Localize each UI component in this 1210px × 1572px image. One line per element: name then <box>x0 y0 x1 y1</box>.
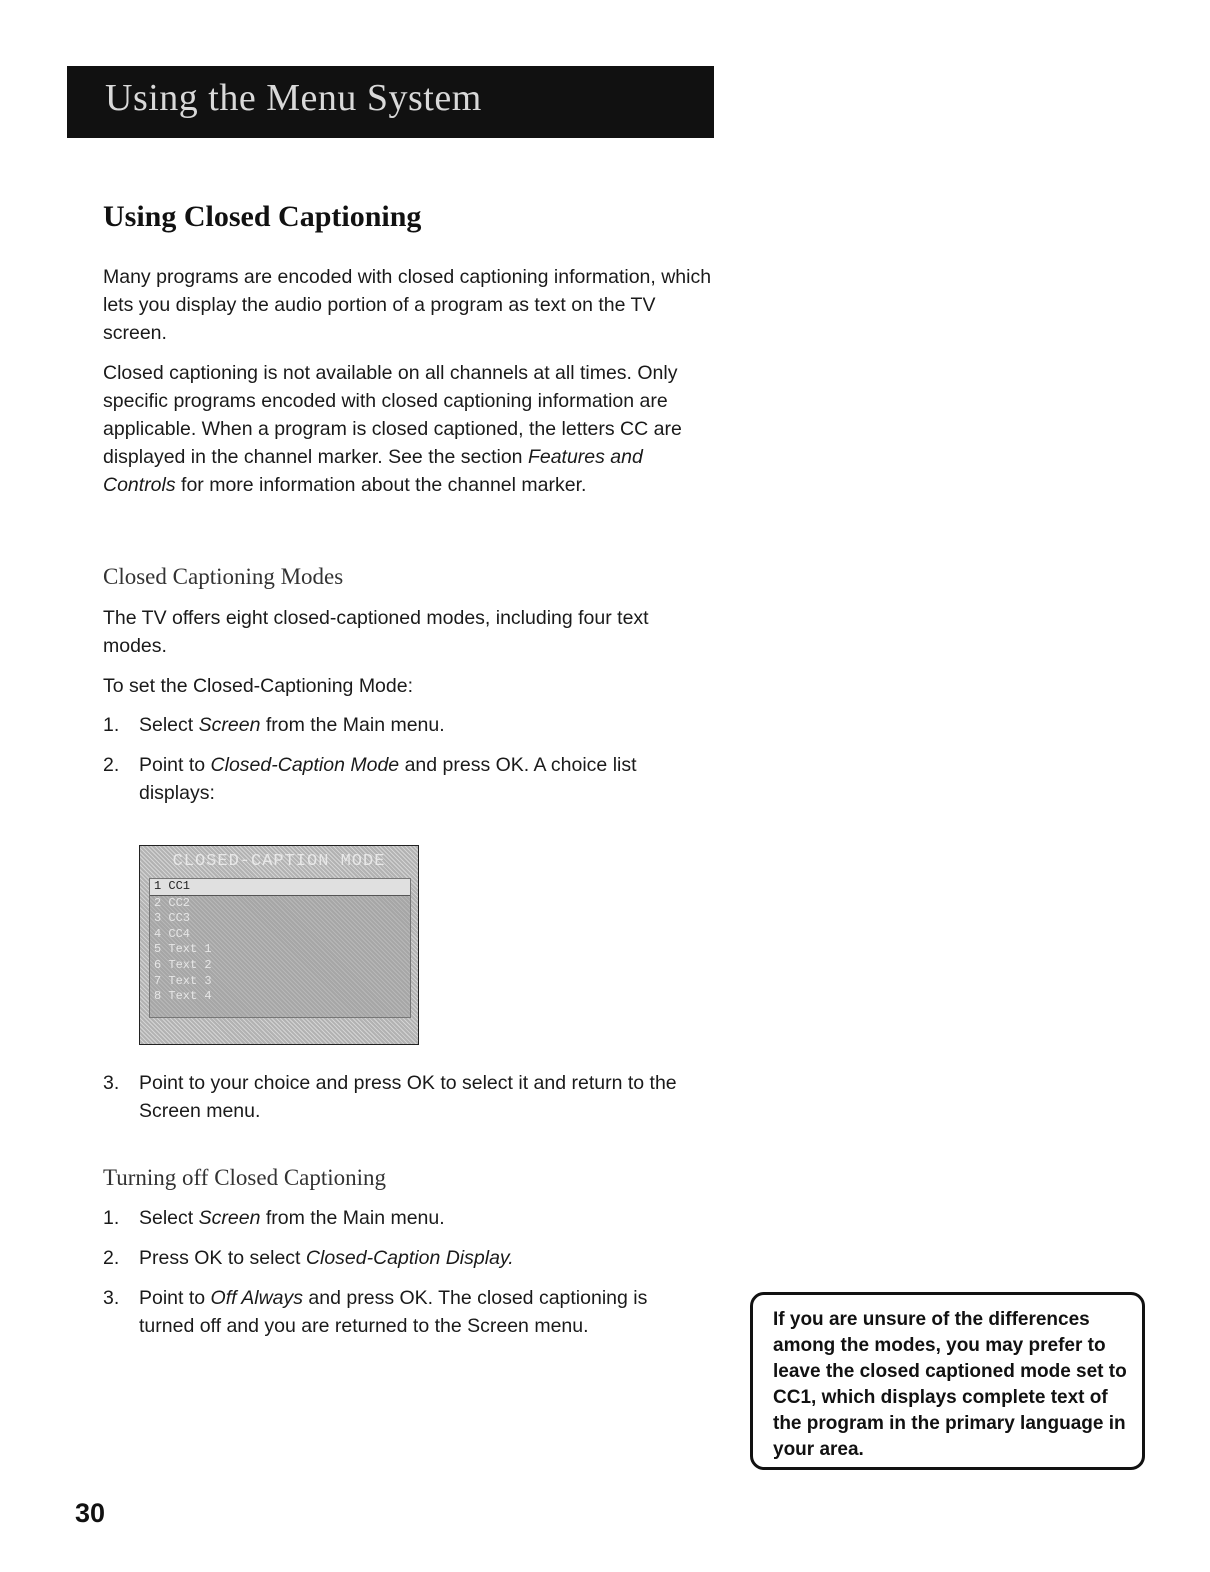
modes-intro: To set the Closed-Captioning Mode: <box>103 675 414 697</box>
modes-heading: Closed Captioning Modes <box>103 564 344 589</box>
intro-paragraph: Many programs are encoded with closed captioning information, which lets you display the audio portion of a program as text on the TV screen. <box>103 266 712 344</box>
closed-caption-mode-menu <box>139 845 419 1045</box>
step-emphasis: Off Always <box>210 1287 304 1309</box>
turnoff-step-3 <box>103 1284 703 1340</box>
menu-item-text1[interactable]: 5 Text 1 <box>154 942 212 957</box>
turnoff-step-2 <box>103 1244 713 1272</box>
step-text: Select <box>139 1207 199 1229</box>
menu-item-text4[interactable]: 8 Text 4 <box>154 989 212 1004</box>
page-number: 30 <box>75 1498 106 1528</box>
menu-choice-list <box>149 878 411 1018</box>
step-text: Point to your choice and press OK to select it and return to the Screen menu. <box>139 1072 677 1122</box>
step-text: from the Main menu. <box>260 714 445 736</box>
step-emphasis: Closed-Caption Mode <box>210 754 400 776</box>
menu-title: CLOSED-CAPTION MODE <box>172 852 386 871</box>
modes-step-2 <box>103 751 713 807</box>
turnoff-step-1 <box>103 1204 713 1232</box>
step-text: Point to <box>139 1287 211 1309</box>
step-text: from the Main menu. <box>260 1207 445 1229</box>
step-text: Select <box>139 714 199 736</box>
modes-step-1 <box>103 711 713 739</box>
header-title: Using the Menu System <box>105 77 482 119</box>
step-emphasis: Screen <box>198 714 261 736</box>
step-text: Press OK to select <box>139 1247 306 1269</box>
menu-item-cc3[interactable]: 3 CC3 <box>154 911 191 926</box>
step-number: 1. <box>103 1207 120 1229</box>
step-number: 3. <box>103 1287 120 1309</box>
turnoff-heading: Turning off Closed Captioning <box>103 1165 387 1190</box>
features-controls-reference: Features and Controls <box>103 446 643 496</box>
menu-item-cc1[interactable]: 1 CC1 <box>150 879 410 896</box>
menu-item-text3[interactable]: 7 Text 3 <box>154 973 212 988</box>
step-number: 2. <box>103 1247 120 1269</box>
modes-paragraph: The TV offers eight closed-captioned modes, including four text modes. <box>103 607 649 657</box>
step-number: 1. <box>103 714 120 736</box>
menu-item-cc4[interactable]: 4 CC4 <box>154 926 191 941</box>
tip-text: If you are unsure of the differences among the modes, you may prefer to leave the closed captioned mode set to CC1, which displays complete text of the program in the primary language in your area. <box>773 1309 1127 1460</box>
menu-item-text2[interactable]: 6 Text 2 <box>154 957 212 972</box>
step-emphasis: Closed-Caption Display. <box>305 1247 514 1269</box>
menu-item-cc2[interactable]: 2 CC2 <box>154 895 191 910</box>
tip-box <box>750 1292 1145 1470</box>
step-number: 2. <box>103 754 120 776</box>
header-bar <box>67 66 714 138</box>
step-emphasis: Screen <box>198 1207 261 1229</box>
step-text: and press OK. A choice list displays: <box>139 754 637 804</box>
availability-text-1: Closed captioning is not available on all channels at all times. Only specific programs encoded with closed captioning information are applicable. When a program is closed captioned, the letters CC are displayed in the channel marker. See the section <box>103 362 682 468</box>
step-text: and press OK. The closed captioning is turned off and you are returned to the Screen menu. <box>139 1287 648 1337</box>
section-title: Using Closed Captioning <box>103 200 422 233</box>
step-number: 3. <box>103 1072 120 1094</box>
step-text: Point to <box>139 754 211 776</box>
availability-text-2: for more information about the channel marker. <box>175 474 587 496</box>
availability-paragraph <box>103 359 713 499</box>
modes-step-3 <box>103 1069 713 1125</box>
